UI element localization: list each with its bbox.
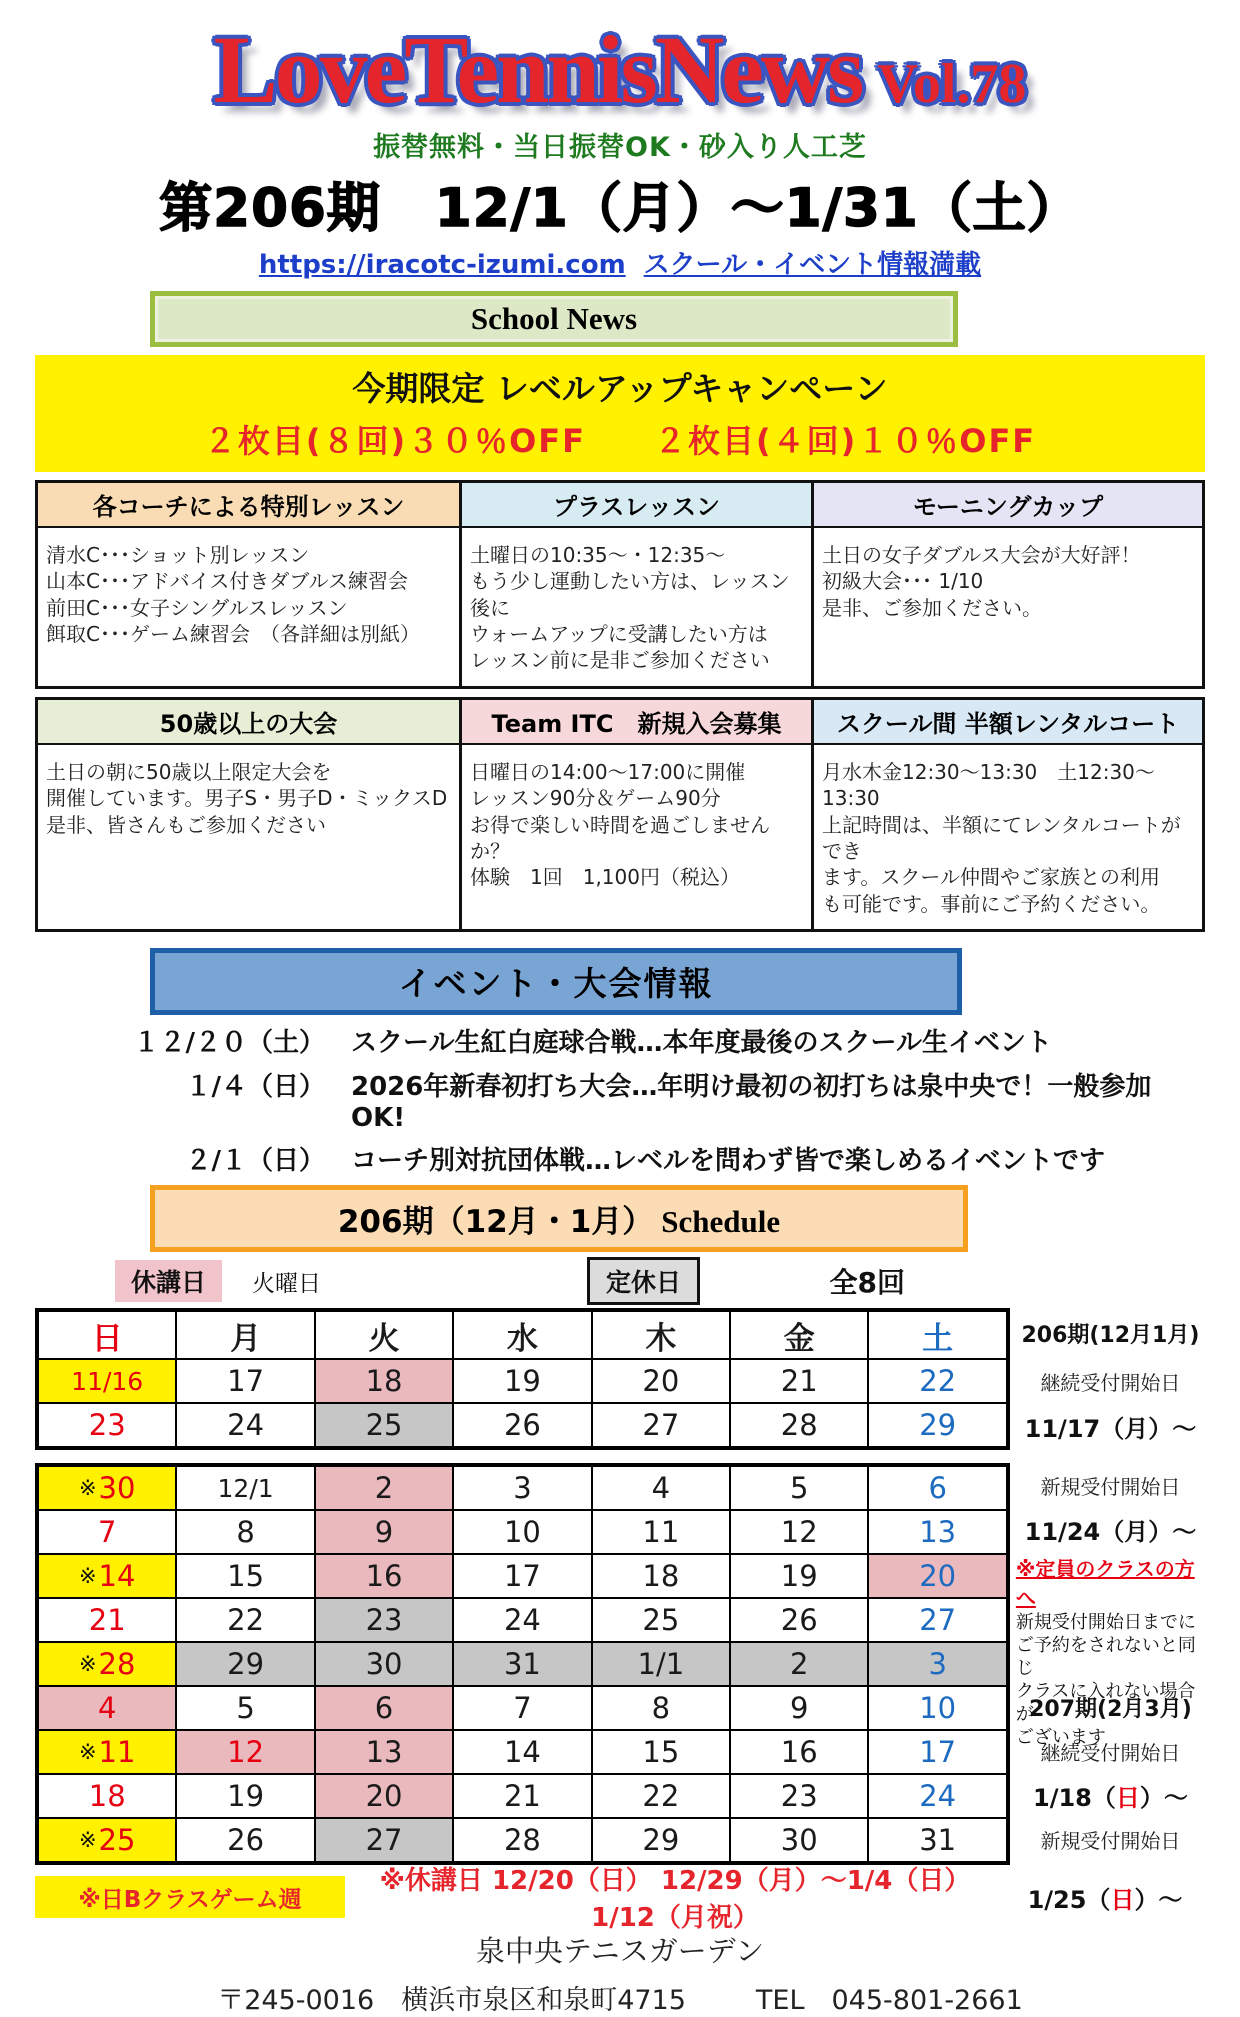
info-box-line: 開催しています。男子S・男子D・ミックスD (46, 786, 448, 811)
weekday-cell: 木 (592, 1311, 730, 1359)
calendar-cell: 4 (38, 1686, 176, 1730)
calendar-cell: 28 (453, 1818, 591, 1862)
calendar-cell: 29 (592, 1818, 730, 1862)
info-box-body (814, 745, 1202, 929)
facility-tel: TEL 045-801-2661 (755, 1985, 1023, 2017)
date-part-sunday: 日 (1115, 1783, 1140, 1812)
calendar-cell: ※ 11 (38, 1730, 176, 1774)
annotation-renewal-label: 継続受付開始日 (1040, 1370, 1181, 1395)
calendar-cell: 15 (592, 1730, 730, 1774)
info-box (35, 697, 462, 932)
calendar-cell: 9 (730, 1686, 868, 1730)
weekday-cell: 土 (868, 1311, 1006, 1359)
calendar-cell: 29 (868, 1403, 1006, 1447)
event-date: １２/２０（土） (133, 1028, 325, 1059)
calendar-cell: 20 (592, 1359, 730, 1403)
schedule-banner-jp: 206期（12月・1月） (337, 1204, 654, 1241)
info-box-line: 日曜日の14:00～17:00に開催 (470, 759, 746, 784)
calendar-footnotes (35, 1866, 1205, 1934)
date-part: ）～ (1139, 1783, 1188, 1812)
info-box-line: ウォームアップに受講したい方は (470, 621, 768, 646)
calendar-cell: 25 (315, 1403, 453, 1447)
calendar-cell: 4 (592, 1466, 730, 1510)
event-item (75, 1066, 1205, 1133)
capacity-note-line: ございます (1015, 1727, 1106, 1749)
legend-total-count: 全8回 (829, 1266, 905, 1300)
event-desc: スクール生紅白庭球合戦…本年度最後のスクール生イベント (351, 1028, 1052, 1059)
calendar-cell: 20 (315, 1774, 453, 1818)
info-box (814, 697, 1205, 932)
calendar-cell: 10 (453, 1510, 591, 1554)
annotation-next-new-label: 新規受付開始日 (1040, 1828, 1181, 1853)
calendar-cell: 7 (453, 1686, 591, 1730)
term-heading: 第206期 12/1（月）～1/31（土） (159, 177, 1081, 239)
schedule-banner (150, 1185, 968, 1252)
calendar-cell: 12/1 (176, 1466, 314, 1510)
info-box-line: 是非、皆さんもご参加ください (46, 812, 326, 837)
info-box-line: 前田C･･･女子シングルスレッスン (46, 595, 348, 620)
calendar-cell: 11 (592, 1510, 730, 1554)
calendar-cell: 19 (176, 1774, 314, 1818)
legend-closed-chip: 休講日 (115, 1260, 222, 1302)
event-date: １/４（日） (185, 1072, 325, 1103)
calendar-cell: 2 (730, 1642, 868, 1686)
calendar-cell: 9 (315, 1510, 453, 1554)
info-boxes-row-2 (35, 697, 1205, 932)
annotation-new-date: 11/24（月）～ (1024, 1517, 1197, 1546)
date-part: 1/18（ (1033, 1783, 1116, 1812)
calendar-cell: 24 (176, 1403, 314, 1447)
info-box (462, 697, 814, 932)
annotations-column (1010, 1308, 1205, 1865)
calendar-cell: 21 (453, 1774, 591, 1818)
event-desc: コーチ別対抗団体戦…レベルを問わず皆で楽しめるイベントです (351, 1146, 1106, 1177)
footnote-closed-days: ※休講日 12/20（日） 12/29（月）～1/4（日） 1/12（月祝） (379, 1866, 971, 1934)
info-box-line: 是非、ご参加ください。 (822, 595, 1042, 620)
masthead (35, 16, 1205, 123)
tagline: 振替無料・当日振替OK・砂入り人工芝 (373, 131, 867, 163)
info-box-body (462, 528, 811, 686)
event-date: ２/１（日） (185, 1146, 325, 1177)
calendar-cell: 17 (453, 1554, 591, 1598)
info-box-line: レッスン前に是非ご参加ください (470, 648, 770, 673)
calendar-cell: 27 (868, 1598, 1006, 1642)
calendar-cell: 17 (868, 1730, 1006, 1774)
info-box (462, 480, 814, 689)
annotation-next-renewal-label: 継続受付開始日 (1040, 1740, 1181, 1765)
info-box-line: レッスン90分＆ゲーム90分 (470, 786, 721, 811)
calendar-cell: 23 (315, 1598, 453, 1642)
date-part: ）～ (1134, 1885, 1183, 1914)
calendar-cell: 14 (453, 1730, 591, 1774)
calendar-cell: 15 (176, 1554, 314, 1598)
calendar-cell: 1/1 (592, 1642, 730, 1686)
url-line (35, 244, 1205, 281)
info-box (35, 480, 462, 689)
info-box-line: 土曜日の10:35～・12:35～ (470, 542, 726, 567)
calendar-cell: 27 (315, 1818, 453, 1862)
annotation-next-term-label: 207期(2月3月) (1029, 1696, 1192, 1722)
info-box-line: 土日の朝に50歳以上限定大会を (46, 759, 332, 784)
calendar-cell: 29 (176, 1642, 314, 1686)
calendar-cell: ※ 14 (38, 1554, 176, 1598)
campaign-line2: ２枚目(８回)３０％OFF ２枚目(４回)１０％OFF (203, 421, 1037, 460)
date-part-sunday: 日 (1110, 1885, 1135, 1914)
calendar-cell: 23 (730, 1774, 868, 1818)
calendar-cell: 22 (176, 1598, 314, 1642)
note-mark: ※ (78, 1740, 97, 1765)
calendar-cell: 21 (38, 1598, 176, 1642)
calendar-cell: 2 (315, 1466, 453, 1510)
legend-holiday-chip: 定休日 (587, 1257, 700, 1305)
calendar-cell: 5 (176, 1686, 314, 1730)
calendar-cell: 28 (730, 1403, 868, 1447)
site-link[interactable] (259, 250, 981, 280)
calendar-cell: 22 (868, 1359, 1006, 1403)
footnote-left-chip: ※日Bクラスゲーム週 (35, 1876, 345, 1918)
calendar-cell: 18 (592, 1554, 730, 1598)
calendar-cell: 7 (38, 1510, 176, 1554)
calendar-cell: 8 (592, 1686, 730, 1730)
info-box-line: 体験 1回 1,100円（税込） (470, 865, 740, 890)
calendar-cell: 6 (315, 1686, 453, 1730)
info-box-line: ます。スクール仲間やご家族との利用 (822, 865, 1160, 890)
calendar-cell: 26 (176, 1818, 314, 1862)
calendar-cell: 30 (730, 1818, 868, 1862)
calendar-cell: ※ 28 (38, 1642, 176, 1686)
annotation-gap (1016, 1450, 1205, 1463)
campaign-line1: 今期限定 レベルアップキャンペーン (352, 368, 888, 408)
calendar-november (35, 1308, 1010, 1450)
note-mark: ※ (78, 1652, 97, 1677)
info-box-title: スクール間 半額レンタルコート (814, 700, 1202, 745)
info-box-line: 山本C･･･アドバイス付きダブルス練習会 (46, 569, 408, 594)
weekday-cell: 火 (315, 1311, 453, 1359)
campaign-box (35, 355, 1205, 472)
calendar-cell: 19 (730, 1554, 868, 1598)
date-part: 1/25（ (1027, 1885, 1111, 1914)
calendar-cell: 22 (592, 1774, 730, 1818)
calendar-cell: 24 (453, 1598, 591, 1642)
calendar-cell: 24 (868, 1774, 1006, 1818)
calendar-cell: 8 (176, 1510, 314, 1554)
annotation-next-new-date (1005, 1880, 1205, 1915)
info-box-body (38, 528, 459, 660)
facility-name: 泉中央テニスガーデン (475, 1934, 765, 1969)
note-mark: ※ (78, 1564, 97, 1589)
site-url: https://iracotc-izumi.com (258, 249, 626, 280)
note-mark: ※ (78, 1476, 97, 1501)
info-box-title: Team ITC 新規入会募集 (462, 700, 811, 745)
calendar-cell: 16 (730, 1730, 868, 1774)
annotation-term-label: 206期(12月1月) (1021, 1323, 1200, 1349)
calendar-cell: ※ 25 (38, 1818, 176, 1862)
legend-closed-day: 火曜日 (252, 1270, 322, 1297)
annotation-renewal-date: 11/17（月）～ (1024, 1415, 1197, 1444)
info-box-line: 餌取C･･･ゲーム練習会 （各詳細は別紙） (46, 621, 420, 646)
info-box-title: 各コーチによる特別レッスン (38, 483, 459, 528)
calendar (35, 1308, 1010, 1865)
school-news-banner: School News (150, 291, 958, 347)
info-box-title: プラスレッスン (462, 483, 811, 528)
calendar-cell: 19 (453, 1359, 591, 1403)
volume-label: Vol.78 (877, 53, 1027, 115)
events-list (75, 1022, 1205, 1177)
calendar-cell: 30 (315, 1642, 453, 1686)
weekday-cell: 月 (176, 1311, 314, 1359)
capacity-note-line: クラスに入れない場合が (1015, 1681, 1196, 1726)
event-item (75, 1140, 1205, 1177)
calendar-cell: 13 (315, 1730, 453, 1774)
event-desc: 2026年新春初打ち大会…年明け最初の初打ちは泉中央で！一般参加OK! (351, 1072, 1152, 1134)
info-box-body (38, 745, 459, 850)
weekday-cell: 日 (38, 1311, 176, 1359)
info-box-title: モーニングカップ (814, 483, 1202, 528)
calendar-cell: 20 (868, 1554, 1006, 1598)
schedule-legend (35, 1258, 1205, 1304)
calendar-cell: 6 (868, 1466, 1006, 1510)
annotation-next-renewal-date (1016, 1773, 1205, 1817)
facility-contact (35, 1978, 1205, 2017)
event-item (75, 1022, 1205, 1059)
info-box-line: も可能です。事前にご予約ください。 (822, 891, 1161, 916)
info-box-line: もう少し運動したい方は、レッスン後に (470, 569, 790, 620)
calendar-cell: 26 (453, 1403, 591, 1447)
calendar-area (35, 1308, 1205, 1865)
info-box-title: 50歳以上の大会 (38, 700, 459, 745)
weekday-cell: 金 (730, 1311, 868, 1359)
note-mark: ※ (78, 1828, 97, 1853)
calendar-cell: 17 (176, 1359, 314, 1403)
info-box-line: 月水木金12:30～13:30 土12:30～13:30 (822, 759, 1155, 811)
page-title: LoveTennisNews (213, 16, 862, 123)
info-box-line: 清水C･･･ショット別レッスン (46, 542, 310, 567)
calendar-cell: 5 (730, 1466, 868, 1510)
calendar-cell: 13 (868, 1510, 1006, 1554)
calendar-cell: ※ 30 (38, 1466, 176, 1510)
calendar-cell: 18 (38, 1774, 176, 1818)
info-box-body (462, 745, 811, 903)
facility-address: 〒245-0016 横浜市泉区和泉町4715 (217, 1985, 686, 2017)
schedule-banner-en: Schedule (661, 1204, 781, 1240)
info-boxes-row-1 (35, 480, 1205, 689)
info-box-line: お得で楽しい時間を過ごしませんか？ (470, 812, 770, 863)
calendar-cell: 31 (868, 1818, 1006, 1862)
weekday-cell: 水 (453, 1311, 591, 1359)
calendar-cell: 3 (868, 1642, 1006, 1686)
calendar-cell: 26 (730, 1598, 868, 1642)
annotation-new-label: 新規受付開始日 (1040, 1474, 1181, 1499)
calendar-cell: 25 (592, 1598, 730, 1642)
info-box-line: 土日の女子ダブルス大会が大好評！ (822, 542, 1141, 567)
calendar-cell: 21 (730, 1359, 868, 1403)
calendar-cell: 18 (315, 1359, 453, 1403)
calendar-cell: 16 (315, 1554, 453, 1598)
site-url-note: スクール・イベント情報満載 (643, 249, 982, 280)
info-box-line: 上記時間は、半額にてレンタルコートができ (822, 812, 1181, 863)
calendar-cell: 31 (453, 1642, 591, 1686)
calendar-cell: 23 (38, 1403, 176, 1447)
info-box (814, 480, 1205, 689)
calendar-cell: 27 (592, 1403, 730, 1447)
calendar-cell: 3 (453, 1466, 591, 1510)
calendar-cell: 11/16 (38, 1359, 176, 1403)
calendar-cell: 12 (730, 1510, 868, 1554)
info-box-body (814, 528, 1202, 633)
calendar-cell: 10 (868, 1686, 1006, 1730)
capacity-note-title: ※定員のクラスの方へ (1015, 1557, 1195, 1611)
events-banner: イベント・大会情報 (150, 948, 962, 1015)
capacity-note-line: ご予約をされないと同じ (1015, 1635, 1196, 1680)
capacity-note-line: 新規受付開始日までに (1015, 1612, 1196, 1634)
calendar-cell: 12 (176, 1730, 314, 1774)
info-box-line: 初級大会･･･ 1/10 (822, 569, 984, 594)
calendar-december-january (35, 1463, 1010, 1865)
